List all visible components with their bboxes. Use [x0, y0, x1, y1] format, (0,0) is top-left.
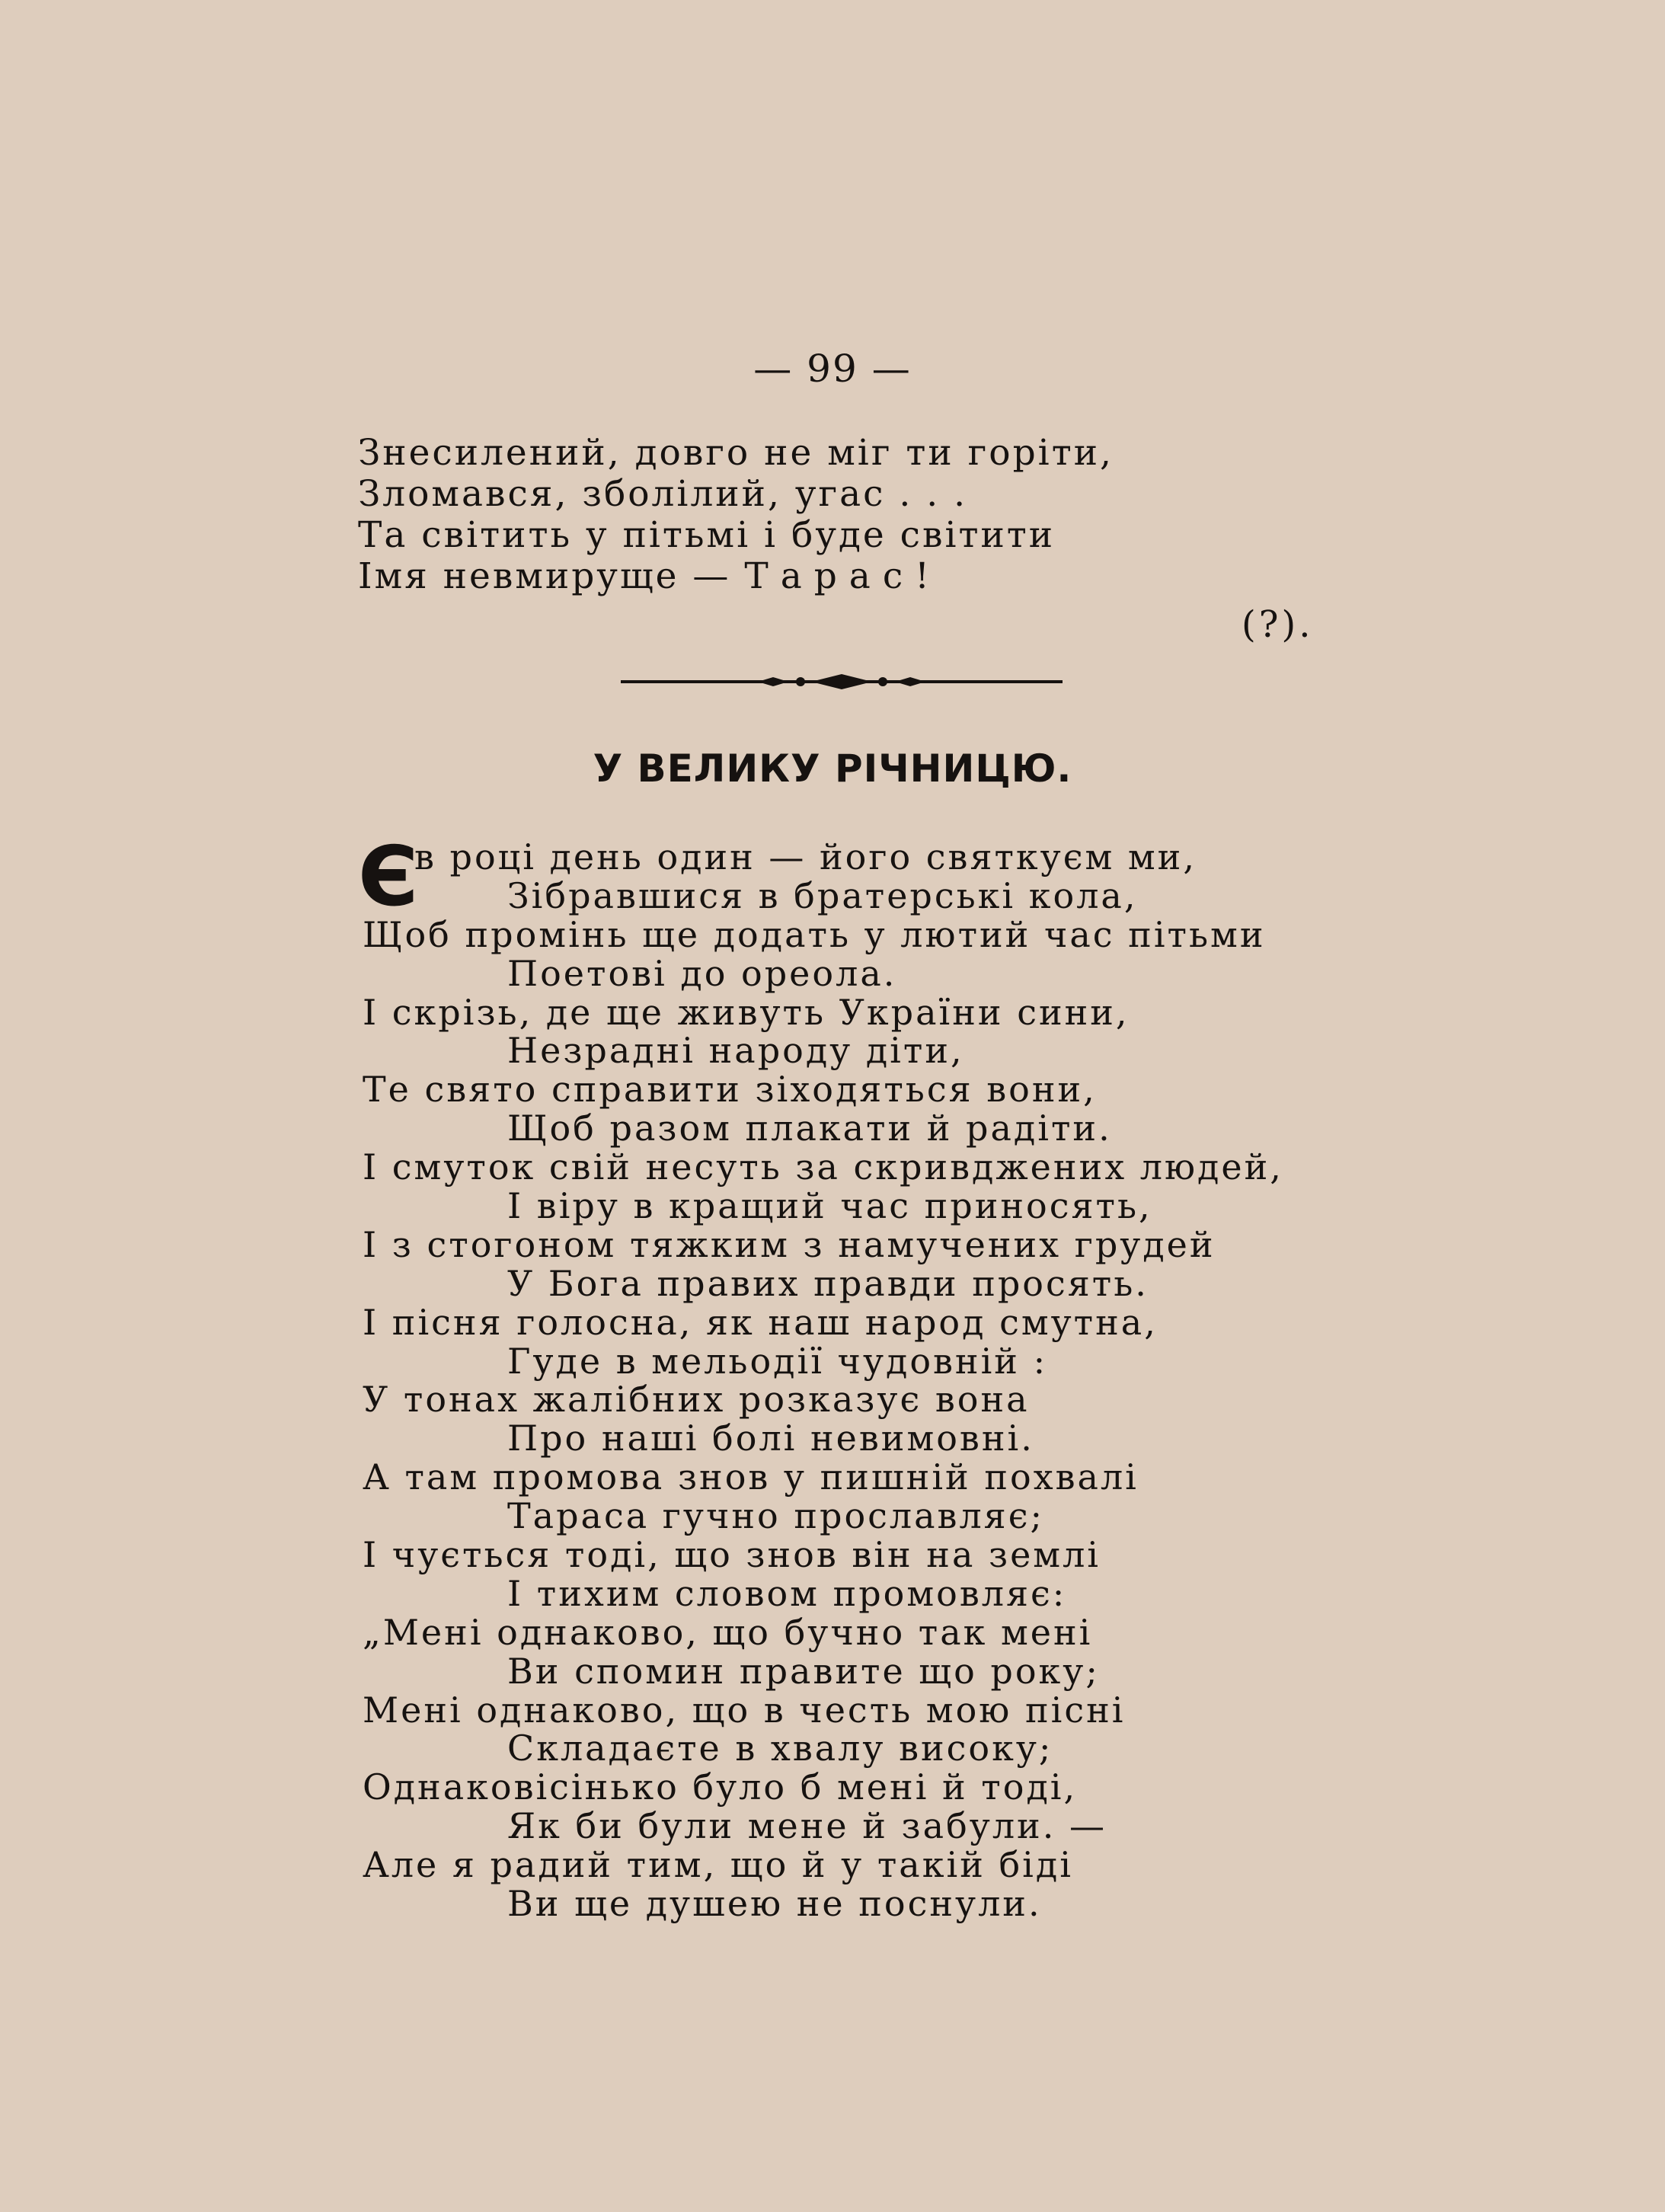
- poem-line: Про наші болі невимовні.: [507, 1418, 1034, 1459]
- poem-body: [363, 838, 1283, 1923]
- opening-stanza: [358, 433, 1114, 597]
- drop-cap: Є: [358, 830, 419, 925]
- poem-line: Ви ще душею не поснули.: [507, 1883, 1042, 1925]
- poem-line: Тараса гучно прославляє;: [507, 1495, 1044, 1537]
- poem-line: У тонах жалібних розказує вона: [363, 1379, 1030, 1421]
- poem-line: Складаєте в хвалу високу;: [507, 1728, 1053, 1769]
- poem-line: Однаковісінько було б мені й тоді,: [363, 1766, 1078, 1808]
- poem-line: Те свято справити зіходяться вони,: [363, 1069, 1097, 1111]
- poem-line: Зібравшися в братерські кола,: [507, 874, 1138, 916]
- poem-line: І тихим словом промовляє:: [507, 1572, 1067, 1614]
- poem-line: І смуток свій несуть за скривджених людей,: [363, 1146, 1283, 1188]
- ornamental-divider: [621, 663, 1063, 701]
- stanza-line: Та світить у пітьмі і буде світити: [358, 514, 1056, 556]
- stanza-line: Знесилений, довго не міг ти горіти,: [358, 432, 1114, 474]
- stanza-line: [358, 556, 1114, 597]
- poem-line: І з стогоном тяжким з намучених грудей: [363, 1223, 1216, 1265]
- poem-line: І пісня голосна, як наш народ смутна,: [363, 1301, 1158, 1343]
- stanza-line: Зломався, зболілий, угас . . .: [358, 473, 968, 515]
- poem-line: Незрадні народу діти,: [507, 1030, 964, 1072]
- poem-line: „Мені однаково, що бучно так мені: [363, 1611, 1093, 1653]
- poem-line: Але я радий тим, що й у такій біді: [363, 1844, 1073, 1886]
- poem-title: У ВЕЛИКУ РІЧНИЦЮ.: [593, 746, 1072, 791]
- poem-line: в році день один — його святкуєм ми,: [414, 836, 1197, 877]
- poem-line: У Бога правих правди просять.: [507, 1262, 1149, 1304]
- poem-line: Гуде в мельодії чудовній :: [507, 1340, 1048, 1382]
- poem-line: Поетові до ореола.: [507, 952, 897, 994]
- page-number: — 99 —: [753, 347, 912, 391]
- poem-line: А там промова знов у пишній похвалі: [363, 1456, 1139, 1498]
- poem-line: Ви спомин правите що року;: [507, 1650, 1100, 1692]
- attribution: (?).: [1242, 603, 1314, 646]
- stanza-line-text: Імя невмируще —: [358, 555, 745, 597]
- poem-line: Щоб разом плакати й радіти.: [507, 1108, 1112, 1149]
- poem-line: Як би були мене й забули. —: [507, 1805, 1107, 1847]
- poem-line: І скрізь, де ще живуть України сини,: [363, 991, 1130, 1033]
- poem-line: І чується тоді, що знов він на землі: [363, 1534, 1101, 1576]
- poem-line: Мені однаково, що в честь мою пісні: [363, 1689, 1126, 1731]
- poem-line: І віру в кращий час приносять,: [507, 1185, 1152, 1227]
- name-taras: Тарас!: [744, 555, 942, 597]
- poem-line: Щоб промінь ще додать у лютий час пітьми: [363, 913, 1266, 955]
